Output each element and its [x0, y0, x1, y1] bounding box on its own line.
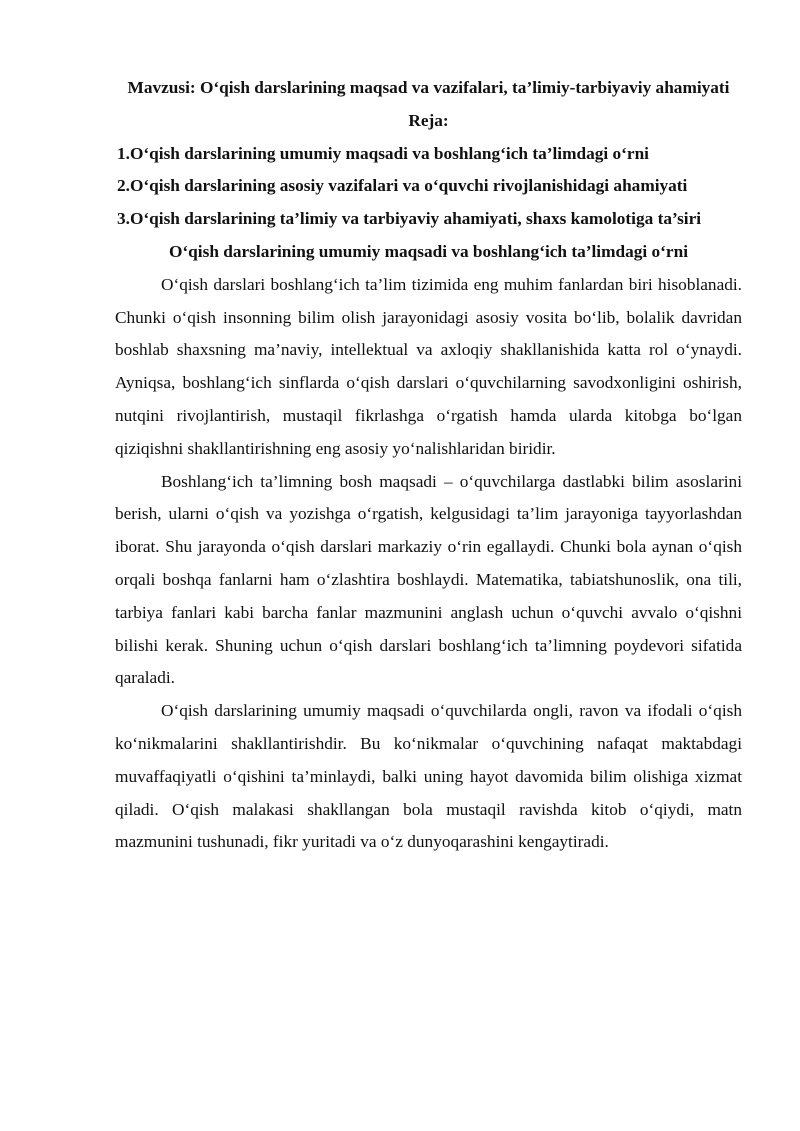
document-title: Mavzusi: O‘qish darslarining maqsad va vazifalari, ta’limiy-tarbiyaviy ahamiyati: [127, 78, 730, 97]
paragraph-2: Boshlang‘ich ta’limning bosh maqsadi – o‘quvchilarga dastlabki bilim asoslarini berish, ularni o‘qish va yozishga o‘rgatish, kelgusidagi ta’lim jarayoniga tayyorlashdan iborat. Shu jarayonda o‘qish darslari markaziy o‘rin egallaydi. Chunki bola aynan o‘qish orqali boshqa fanlarni ham o‘zlashtira boshlaydi. Matematika, tabiatshunoslik, ona tili, tarbiya fanlari kabi barcha fanlar mazmunini anglash uchun o‘quvchi avvalo o‘qishni bilishi kerak. Shuning uchun o‘qish darslari boshlang‘ich ta’limning poydevori sifatida qaraladi.: [115, 471, 742, 688]
plan-item-3: [115, 203, 742, 236]
section-heading: O‘qish darslarining umumiy maqsadi va boshlang‘ich ta’limdagi o‘rni: [168, 241, 688, 261]
plan-list: [115, 138, 742, 236]
plan-item-number: 1.: [117, 143, 130, 163]
plan-item-text: O‘qish darslarining umumiy maqsadi va boshlang‘ich ta’limdagi o‘rni: [129, 143, 649, 163]
paragraph-3: O‘qish darslarining umumiy maqsadi o‘quvchilarda ongli, ravon va ifodali o‘qish ko‘nikmalarini shakllantirishdir. Bu ko‘nikmalar o‘quvchining nafaqat maktabdagi muvaffaqiyatli o‘qishini ta’minlaydi, balki uning hayot davomida bilim olishiga xizmat qiladi. O‘qish malakasi shakllangan bola mustaqil ravishda kitob o‘qiydi, matn mazmunini tushunadi, fikr yuritadi va o‘z dunyoqarashini kengaytiradi.: [115, 701, 742, 852]
plan-heading: Reja:: [408, 110, 449, 130]
plan-item-1: [115, 138, 742, 171]
plan-item-number: 3.: [117, 209, 130, 229]
plan-item-number: 2.: [117, 176, 130, 196]
plan-item-text: O‘qish darslarining asosiy vazifalari va o‘quvchi rivojlanishidagi ahamiyati: [129, 176, 688, 196]
plan-item-2: [115, 170, 742, 203]
paragraph-1: O‘qish darslari boshlang‘ich ta’lim tizimida eng muhim fanlardan biri hisoblanadi. Chunki o‘qish insonning bilim olish jarayonidagi asosiy vosita bo‘lib, bolalik davridan boshlab shaxsning ma’naviy, intellektual va axloqiy shakllanishida katta rol o‘ynaydi. Ayniqsa, boshlang‘ich sinflarda o‘qish darslari o‘quvchilarning savodxonligini oshirish, nutqini rivojlantirish, mustaqil fikrlashga o‘rgatish hamda ularda kitobga bo‘lgan qiziqishni shakllantirishning eng asosiy yo‘nalishlaridan biridir.: [115, 274, 742, 458]
plan-item-text: O‘qish darslarining ta’limiy va tarbiyaviy ahamiyati, shaxs kamolotiga ta’siri: [129, 209, 702, 229]
document-page: [115, 72, 742, 859]
